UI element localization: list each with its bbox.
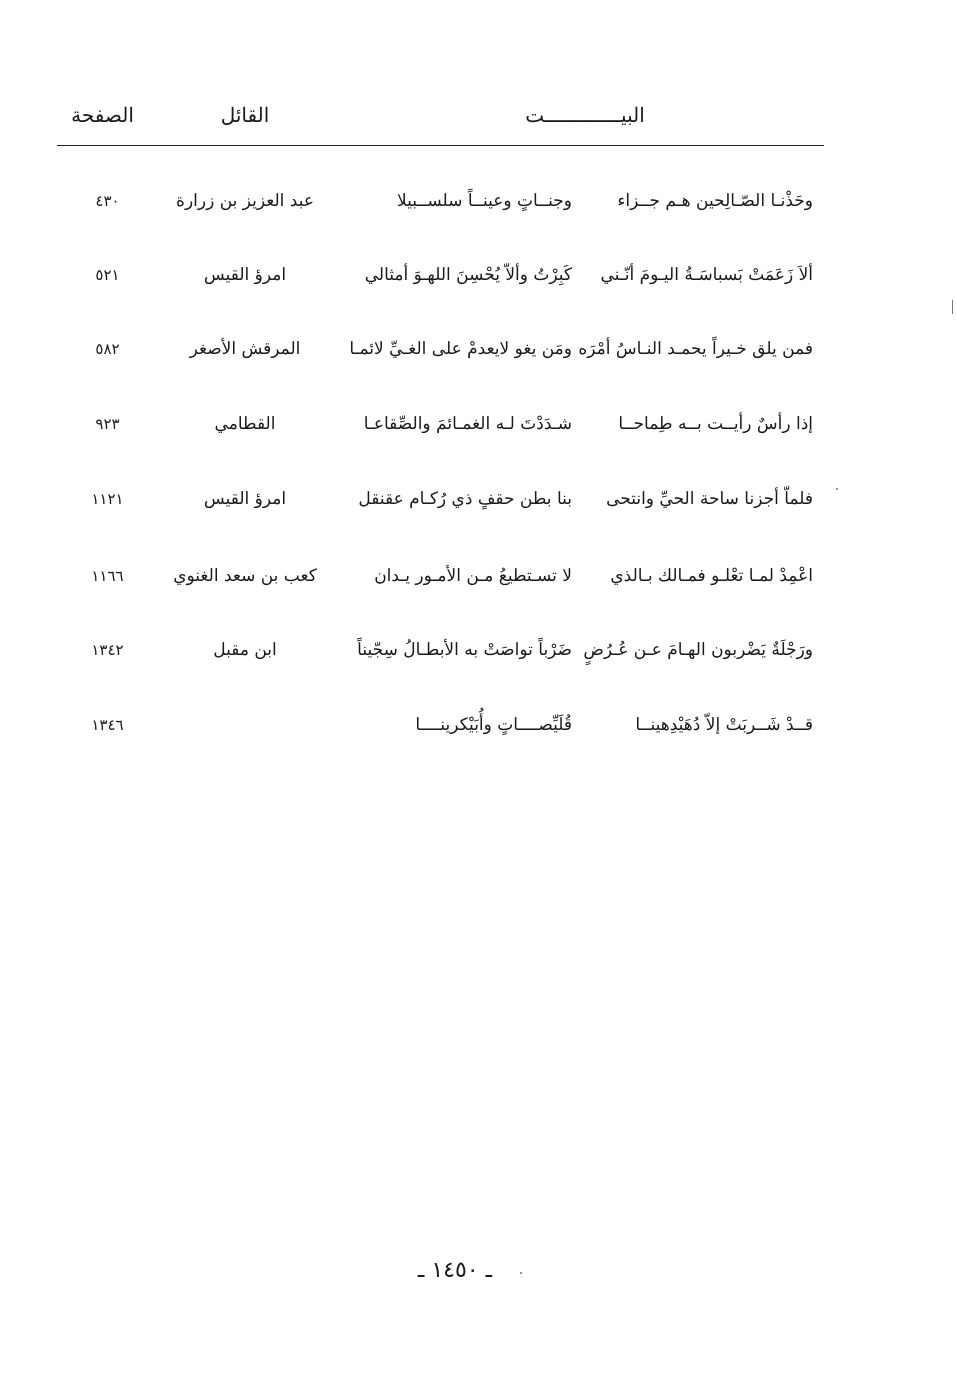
column-header-speaker: القائل	[220, 103, 270, 127]
speaker-name: ابن مقبل	[213, 640, 277, 660]
page-number: ١١٦٦	[91, 567, 124, 585]
speaker-name: القطامي	[214, 414, 276, 434]
page-number: ٤٣٠	[95, 192, 120, 210]
table-row	[50, 184, 825, 218]
page-number: ١١٢١	[91, 490, 124, 508]
speaker-name: كعب بن سعد الغنوي	[173, 566, 317, 586]
scan-edge-mark	[952, 300, 953, 314]
page-number: ١٣٤٦	[91, 716, 124, 734]
verse-second-hemistich: بنا بطن حقفٍ ذي رُكـام عقنقل	[358, 489, 572, 509]
table-row	[50, 332, 825, 366]
verse-second-hemistich: لا تسـتطيعُ مـن الأمـور يـدان	[374, 566, 572, 586]
table-row	[50, 708, 825, 742]
page-number: ٩٢٣	[95, 415, 120, 433]
table-row	[50, 559, 825, 593]
folio-page-number: ـ ١٤٥٠ ـ	[417, 1258, 493, 1283]
verse-first-hemistich: ورَجْلَةٌ يَضْربون الهـامَ عـن عُـرُضٍ	[583, 640, 813, 660]
column-header-verse: البيـــــــــــــت	[525, 103, 645, 127]
verse-first-hemistich: اعْمِدْ لمـا تعْلـو فمـالك بـالذي	[610, 566, 813, 586]
verse-second-hemistich: وجنــاتٍ وعينــاً سلســبيلا	[397, 191, 572, 211]
verse-second-hemistich: شـدَدْتَ لـه الغمـائمَ والصِّقاعـا	[363, 414, 572, 434]
speaker-name: امرؤ القيس	[203, 265, 287, 285]
verse-second-hemistich: كَبِرْتُ وألاّ يُحْسِنَ اللهـوَ أمثالي	[364, 265, 572, 285]
verse-first-hemistich: إذا رأسٌ رأيــت بــه طِماحــا	[618, 414, 813, 434]
verse-first-hemistich: ألاَ زَعَمَتْ بَسباسَـةُ اليـومَ أنّـني	[600, 265, 813, 285]
speaker-name: المرقش الأصغر	[189, 339, 301, 359]
scan-speck	[836, 488, 838, 490]
verse-second-hemistich: قُلَيِّصــــاتٍ وأُبَيْكرينــــا	[415, 715, 572, 735]
scan-speck	[520, 1272, 522, 1274]
column-header-page: الصفحة	[71, 103, 134, 127]
table-row	[50, 407, 825, 441]
table-row	[50, 633, 825, 667]
verse-second-hemistich: ومَن يغو لايعدمْ على الغـيِّ لائمـا	[349, 339, 572, 359]
table-row	[50, 482, 825, 516]
speaker-name: عبد العزيز بن زرارة	[176, 191, 314, 211]
verse-first-hemistich: فلماّ أجزنا ساحة الحيِّ وانتحى	[606, 489, 813, 509]
table-row	[50, 258, 825, 292]
verse-first-hemistich: فمن يلق خـيراً يحمـد النـاسُ أمْرَه	[578, 339, 813, 359]
header-rule	[57, 145, 824, 146]
speaker-name: امرؤ القيس	[203, 489, 287, 509]
verse-first-hemistich: قــدْ شَــربَتْ إلاّ دُهَيْدِهينــا	[635, 715, 813, 735]
verse-first-hemistich: وحَذْنـا الصّـالِحين هـم جــزاء	[617, 191, 813, 211]
page-number: ١٣٤٢	[91, 641, 124, 659]
page-number: ٥٨٢	[95, 340, 120, 358]
verse-second-hemistich: ضَرْباً تواصَتْ به الأبطـالُ سِجّيناً	[357, 640, 572, 660]
page-number: ٥٢١	[95, 266, 120, 284]
